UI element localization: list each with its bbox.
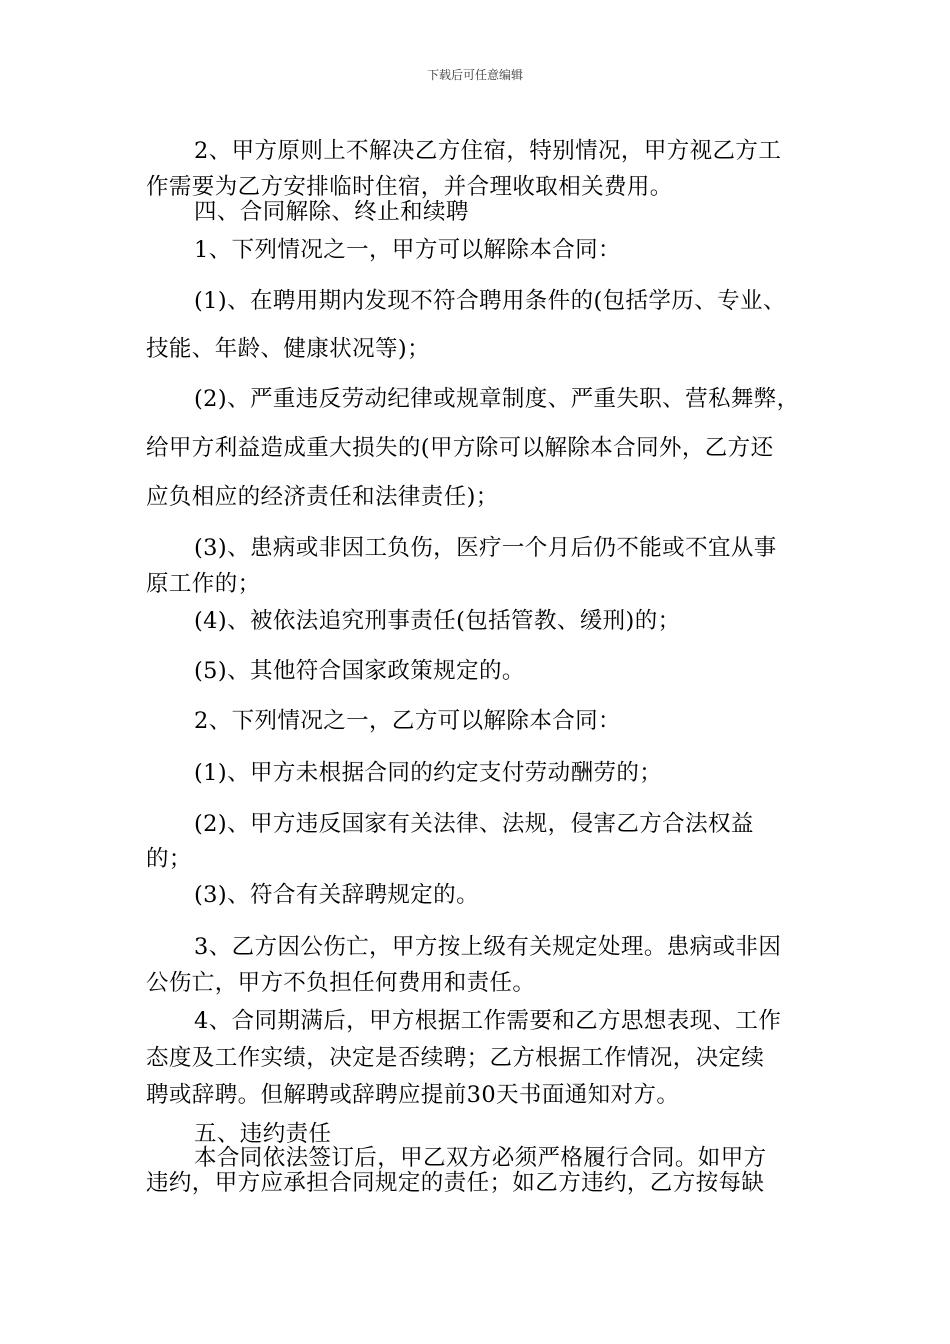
text-line: 的； [146, 846, 192, 872]
text-line: 违约，甲方应承担合同规定的责任；如乙方违约，乙方按每缺 [146, 1170, 765, 1196]
text-line: 2、甲方原则上不解决乙方住宿，特别情况，甲方视乙方工 [194, 138, 782, 164]
section-heading: 四、合同解除、终止和续聘 [194, 199, 469, 225]
text-line: (3)、符合有关辞聘规定的。 [194, 882, 479, 908]
text-line: 给甲方利益造成重大损失的(甲方除可以解除本合同外，乙方还 [146, 435, 774, 461]
text-line: (4)、被依法追究刑事责任(包括管教、缓刑)的； [194, 608, 681, 634]
text-line: 技能、年龄、健康状况等)； [146, 336, 430, 362]
text-line: (3)、患病或非因工负伤，医疗一个月后仍不能或不宜从事 [194, 535, 777, 561]
text-line: (2)、严重违反劳动纪律或规章制度、严重失职、营私舞弊， [194, 386, 800, 412]
text-line: 2、下列情况之一，乙方可以解除本合同： [194, 708, 621, 734]
text-line: 4、合同期满后，甲方根据工作需要和乙方思想表现、工作 [194, 1008, 782, 1034]
text-line: 聘或辞聘。但解聘或辞聘应提前30天书面通知对方。 [146, 1082, 680, 1108]
text-line: (1)、甲方未根据合同的约定支付劳动酬劳的； [194, 760, 663, 786]
text-line: (2)、甲方违反国家有关法律、法规，侵害乙方合法权益 [194, 811, 754, 837]
text-line: 态度及工作实绩，决定是否续聘；乙方根据工作情况，决定续 [146, 1045, 765, 1071]
text-line: 原工作的； [146, 571, 261, 597]
text-line: 公伤亡，甲方不负担任何费用和责任。 [146, 970, 536, 996]
section-heading: 五、违约责任 [194, 1121, 332, 1147]
text-line: 3、乙方因公伤亡，甲方按上级有关规定处理。患病或非因 [194, 934, 782, 960]
text-line: 作需要为乙方安排临时住宿，并合理收取相关费用。 [146, 174, 673, 200]
text-line: 本合同依法签订后，甲乙双方必须严格履行合同。如甲方 [194, 1145, 767, 1171]
text-line: 应负相应的经济责任和法律责任)； [146, 484, 499, 510]
text-line: (5)、其他符合国家政策规定的。 [194, 658, 525, 684]
text-line: (1)、在聘用期内发现不符合聘用条件的(包括学历、专业、 [194, 288, 786, 314]
page-header: 下载后可任意编辑 [426, 68, 523, 82]
text-line: 1、下列情况之一，甲方可以解除本合同： [194, 237, 621, 263]
